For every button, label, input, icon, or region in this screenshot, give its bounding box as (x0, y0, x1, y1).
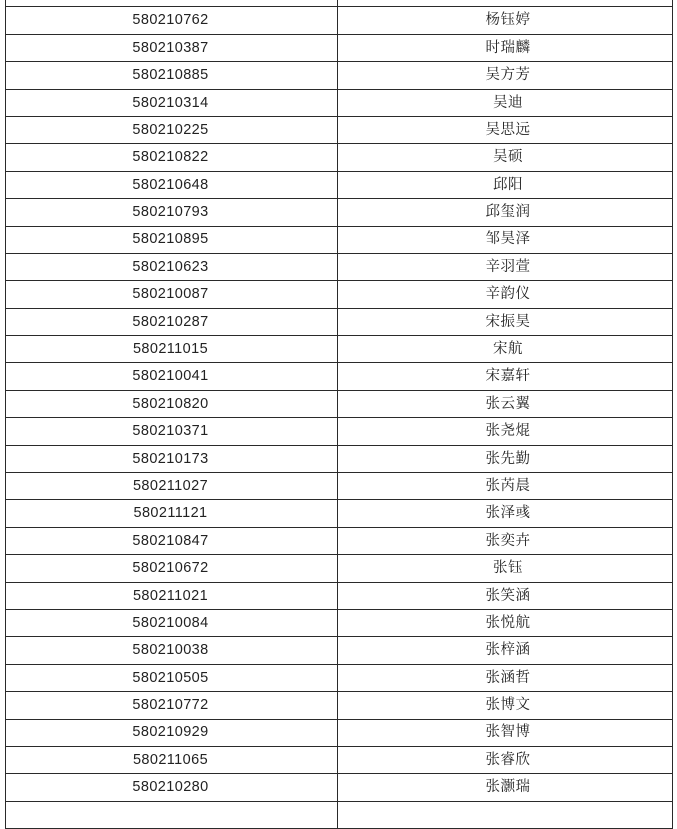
student-name-cell: 杨钰婷 (338, 7, 673, 34)
student-id-cell: 580210280 (6, 774, 338, 801)
student-id-cell: 580210505 (6, 664, 338, 691)
table-row (6, 500, 673, 527)
student-name-cell: 张睿欣 (338, 746, 673, 773)
table-row (6, 336, 673, 363)
table-row (6, 719, 673, 746)
student-id-cell: 580210371 (6, 418, 338, 445)
table-row (6, 34, 673, 61)
student-name-cell: 张先勤 (338, 445, 673, 472)
student-id-cell: 580211121 (6, 500, 338, 527)
table-row (6, 555, 673, 582)
student-name-cell: 张灏瑞 (338, 774, 673, 801)
table-row (6, 637, 673, 664)
table-row (6, 582, 673, 609)
table-row (6, 199, 673, 226)
student-roster-table (5, 0, 673, 829)
table-row (6, 390, 673, 417)
student-name-cell: 张智博 (338, 719, 673, 746)
table-row (6, 746, 673, 773)
table-row (6, 664, 673, 691)
student-id-cell: 580210173 (6, 445, 338, 472)
student-name-cell: 邱阳 (338, 171, 673, 198)
student-name-cell: 张笑涵 (338, 582, 673, 609)
student-name-cell: 张博文 (338, 692, 673, 719)
table-row (6, 89, 673, 116)
student-id-cell: 580210387 (6, 34, 338, 61)
student-id-cell: 580210623 (6, 253, 338, 280)
table-row (6, 253, 673, 280)
student-id-cell: 580210885 (6, 62, 338, 89)
table-row (6, 692, 673, 719)
table-row (6, 7, 673, 34)
table-row (6, 527, 673, 554)
student-id-cell: 580210672 (6, 555, 338, 582)
table-row (6, 0, 673, 7)
student-id-cell (6, 0, 338, 7)
student-id-cell: 580210929 (6, 719, 338, 746)
student-name-cell: 宋嘉轩 (338, 363, 673, 390)
student-name-cell: 张泽彧 (338, 500, 673, 527)
table-row (6, 473, 673, 500)
student-id-cell: 580210762 (6, 7, 338, 34)
student-name-cell: 张奕卉 (338, 527, 673, 554)
student-id-cell: 580210847 (6, 527, 338, 554)
student-name-cell: 邱玺润 (338, 199, 673, 226)
student-name-cell: 张梓涵 (338, 637, 673, 664)
student-name-cell: 吴方芳 (338, 62, 673, 89)
student-name-cell: 张涵哲 (338, 664, 673, 691)
student-id-cell: 580210087 (6, 281, 338, 308)
table-row (6, 609, 673, 636)
student-id-cell: 580210820 (6, 390, 338, 417)
student-id-cell: 580210648 (6, 171, 338, 198)
student-id-cell: 580210314 (6, 89, 338, 116)
student-name-cell: 张尧焜 (338, 418, 673, 445)
student-name-cell: 辛韵仪 (338, 281, 673, 308)
student-id-cell: 580210225 (6, 116, 338, 143)
student-id-cell: 580210084 (6, 609, 338, 636)
student-name-cell: 张云翼 (338, 390, 673, 417)
student-name-cell: 吴迪 (338, 89, 673, 116)
student-name-cell: 辛羽萱 (338, 253, 673, 280)
student-id-cell: 580210772 (6, 692, 338, 719)
table-row (6, 226, 673, 253)
table-row (6, 171, 673, 198)
student-id-cell: 580210895 (6, 226, 338, 253)
table-row (6, 144, 673, 171)
table-row (6, 363, 673, 390)
student-name-cell: 吴硕 (338, 144, 673, 171)
student-id-cell: 580211015 (6, 336, 338, 363)
student-id-cell: 580211021 (6, 582, 338, 609)
table-row (6, 418, 673, 445)
student-id-cell (6, 801, 338, 828)
student-id-cell: 580211065 (6, 746, 338, 773)
table-row (6, 308, 673, 335)
student-name-cell: 张悦航 (338, 609, 673, 636)
student-name-cell: 宋振昊 (338, 308, 673, 335)
student-id-cell: 580210822 (6, 144, 338, 171)
student-name-cell: 时瑞麟 (338, 34, 673, 61)
student-id-cell: 580210793 (6, 199, 338, 226)
table-row (6, 445, 673, 472)
student-id-cell: 580210287 (6, 308, 338, 335)
student-name-cell (338, 0, 673, 7)
student-name-cell: 吴思远 (338, 116, 673, 143)
student-name-cell: 邹昊泽 (338, 226, 673, 253)
table-row (6, 801, 673, 828)
table-row (6, 774, 673, 801)
table-row (6, 62, 673, 89)
student-name-cell: 张钰 (338, 555, 673, 582)
student-id-cell: 580211027 (6, 473, 338, 500)
student-id-cell: 580210038 (6, 637, 338, 664)
roster-table-body (6, 0, 673, 829)
student-name-cell (338, 801, 673, 828)
student-name-cell: 张芮晨 (338, 473, 673, 500)
table-row (6, 281, 673, 308)
student-id-cell: 580210041 (6, 363, 338, 390)
table-row (6, 116, 673, 143)
student-name-cell: 宋航 (338, 336, 673, 363)
